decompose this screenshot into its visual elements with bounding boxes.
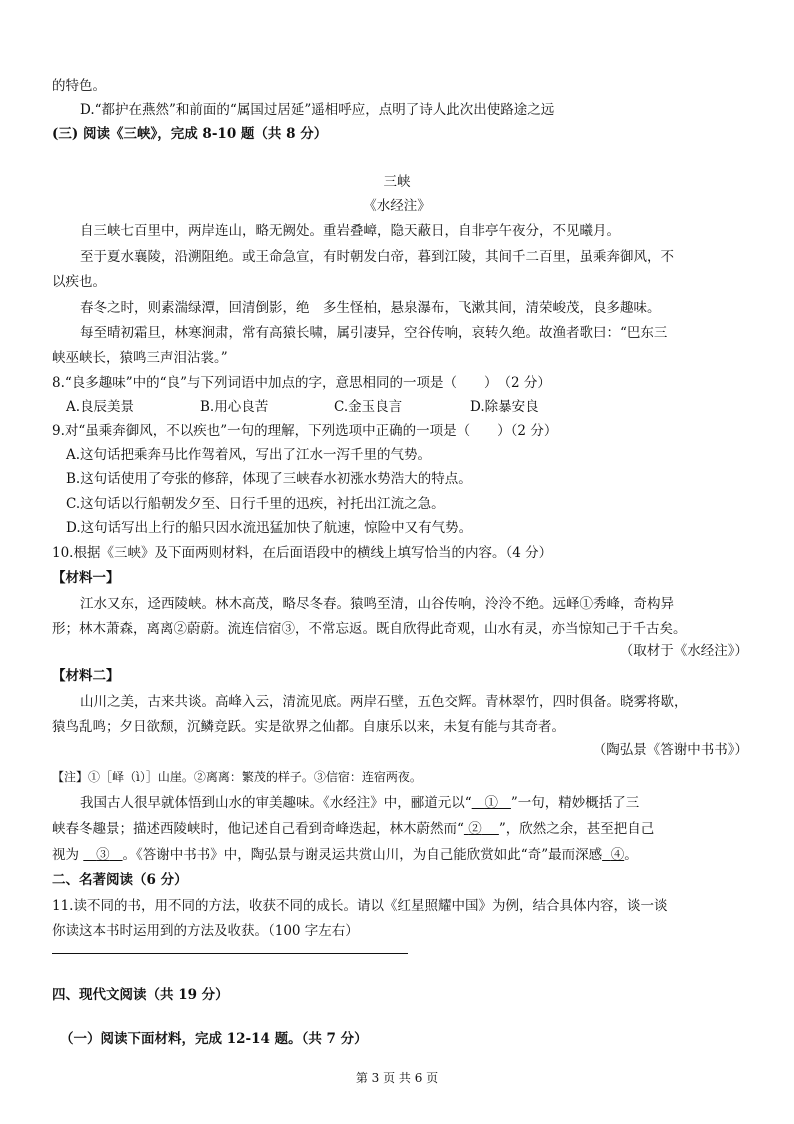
question-9-option-c: C.这句话以行船朝发夕至、日行千里的迅疾，衬托出江流之急。 [66,496,445,512]
material-2-line-1: 山川之美，古来共谈。高峰入云，清流见底。两岸石壁，五色交辉。青林翠竹，四时俱备。晓雾将歇， [80,694,688,710]
fill-paragraph-line-2: 峡春冬趣景；描述西陵峡时，他记述自己看到奇峰迭起，林木蔚然而“ ② ”，欣然之余，甚至把自己 [52,821,655,837]
material-2-label: 【材料二】 [52,668,120,684]
blank-3[interactable]: ③ [96,847,110,863]
material-2-source: （陶弘景《答谢中书书》） [592,742,748,758]
material-1-line-2: 形；林木萧森，离离②蔚蔚。流连信宿③，不常忘返。既自欣得此奇观，山水有灵，亦当惊知己于千古矣。 [52,621,687,637]
question-10-stem: 10.根据《三峡》及下面两则材料，在后面语段中的横线上填写恰当的内容。（4 分） [52,545,553,561]
question-11-line-2: 你读这本书时运用到的方法及收获。（100 字左右） [52,923,359,939]
option-d-prev: D.“都护在燕然”和前面的“属国过居延”遥相呼应，点明了诗人此次出使路途之远 [80,102,555,118]
continued-text: 的特色。 [52,78,106,94]
annotation-note: 【注】①［峄（ì）］山崖。②离离：繁茂的样子。③信宿：连宿两夜。 [52,770,422,784]
question-8-stem: 8.“良多趣味”中的“良”与下列词语中加点的字，意思相同的一项是（ ） （2 分） [52,375,551,391]
question-8-option-a: A.良辰美景 [66,399,135,415]
question-8-option-c: C.金玉良言 [334,399,403,415]
material-2-line-2: 猿鸟乱鸣；夕日欲颓，沉鳞竞跃。实是欲界之仙都。自康乐以来，未复有能与其奇者。 [52,719,565,735]
question-8-option-b: B.用心良苦 [200,399,269,415]
question-11-line-1: 11.读不同的书，用不同的方法，收获不同的成长。请以《红星照耀中国》为例，结合具体内容，谈一谈 [52,898,668,914]
passage-para-1: 自三峡七百里中，两岸连山，略无阙处。重岩叠嶂，隐天蔽日，自非亭午夜分，不见曦月。 [80,223,620,239]
passage-para-2-cont: 以疾也。 [52,274,106,290]
passage-para-4-cont: 峡巫峡长，猿鸣三声泪沾裳。” [52,350,228,366]
section-4-sub-1: （一）阅读下面材料，完成 12-14 题。（共 7 分） [60,1031,368,1047]
material-1-line-1: 江水又东，迳西陵峡。林木高茂，略尽冬春。猿鸣至清，山谷传响，泠泠不绝。远峄①秀峰，奇构异 [80,596,674,612]
question-9-option-b: B.这句话使用了夸张的修辞，体现了三峡春水初涨水势浩大的特点。 [66,471,472,487]
question-8-option-d: D.除暴安良 [470,399,539,415]
question-9-option-a: A.这句话把乘奔马比作驾着风，写出了江水一泻千里的气势。 [66,447,432,463]
page-footer: 第 3 页 共 6 页 [355,1071,439,1085]
material-1-label: 【材料一】 [52,570,120,586]
poem-title: 三峡 [383,174,411,190]
answer-line[interactable] [52,953,408,954]
passage-para-4: 每至晴初霜旦，林寒涧肃，常有高猿长啸，属引凄异，空谷传响，哀转久绝。故渔者歌曰：“巴东三 [80,325,668,341]
fill-paragraph-line-3: 视为 ③ 。《答谢中书书》中，陶弘景与谢灵运共赏山川，为自己能欣赏如此“奇”最而深感 ④。 [52,847,638,863]
blank-4[interactable]: ④ [610,847,625,863]
section-2-heading: 二、名著阅读（6 分） [52,872,188,888]
passage-para-2: 至于夏水襄陵，沿溯阻绝。或王命急宣，有时朝发白帝，暮到江陵，其间千二百里，虽乘奔御风，不 [80,249,674,265]
question-9-option-d: D.这句话写出上行的船只因水流迅猛加快了航速，惊险中又有气势。 [66,520,473,536]
material-1-source: （取材于《水经注》） [619,643,748,659]
question-9-stem: 9.对“虽乘奔御风，不以疾也”一句的理解，下列选项中正确的一项是（ ）（2 分） [52,423,558,439]
fill-paragraph-line-1: 我国古人很早就体悟到山水的审美趣味。《水经注》中，郦道元以“ ① ”一句，精妙概括了三 [80,795,640,811]
poem-source: 《水经注》 [363,198,431,214]
passage-para-3: 春冬之时，则素湍绿潭，回清倒影，绝 多生怪柏，悬泉瀑布，飞漱其间，清荣峻茂，良多趣味。 [80,300,661,316]
blank-1[interactable]: ① [484,795,499,811]
section-3-heading: (三) 阅读《三峡》，完成 8-10 题（共 8 分） [52,126,328,142]
section-4-heading: 四、现代文阅读（共 19 分） [52,987,229,1003]
blank-2[interactable]: ② [468,821,482,837]
